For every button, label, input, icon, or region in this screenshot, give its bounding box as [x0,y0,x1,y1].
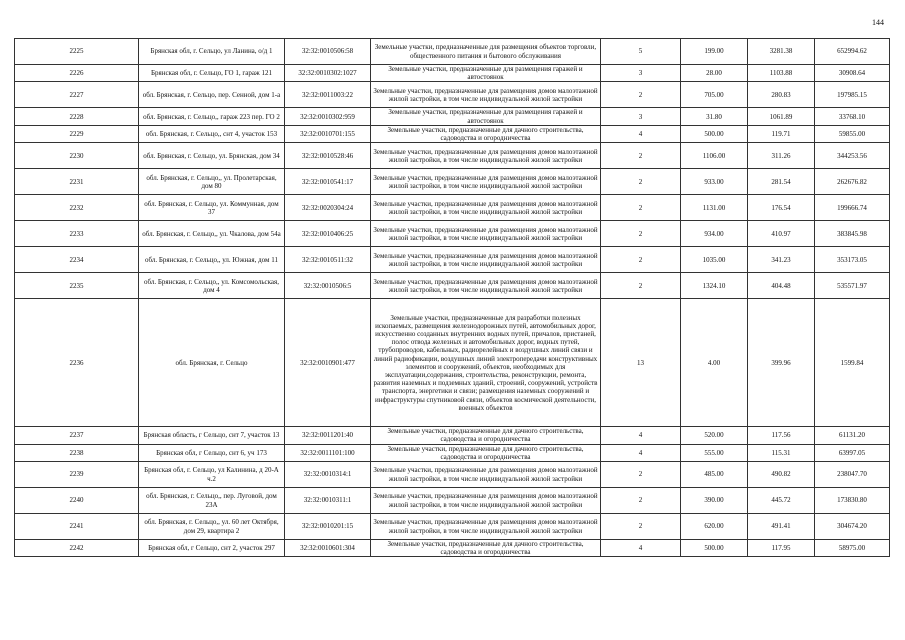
cadastral-number-cell: 32:32:0010901:477 [285,299,371,427]
specific-value-cell: 341.23 [748,247,815,273]
area-cell: 705.00 [681,82,748,108]
table-row [15,427,890,444]
table-row [15,39,890,65]
row-number-cell: 2225 [15,39,139,65]
land-use-cell: Земельные участки, предназначенные для размещения гаражей и автостоянок [371,65,601,82]
row-number-cell: 2242 [15,540,139,557]
cadastral-number-cell: 32:32:0010201:15 [285,514,371,540]
group-cell: 5 [601,39,681,65]
group-cell: 2 [601,143,681,169]
group-cell: 3 [601,65,681,82]
specific-value-cell: 117.56 [748,427,815,444]
table-row [15,65,890,82]
table-row [15,169,890,195]
group-cell: 2 [601,462,681,488]
area-cell: 485.00 [681,462,748,488]
area-cell: 1106.00 [681,143,748,169]
table-row [15,108,890,125]
table-row [15,125,890,142]
address-cell: обл. Брянская, г. Сельцо, ул. Коммунная, дом 37 [139,195,285,221]
group-cell: 2 [601,82,681,108]
row-number-cell: 2234 [15,247,139,273]
row-number-cell: 2231 [15,169,139,195]
area-cell: 1324.10 [681,273,748,299]
cadastral-value-cell: 353173.05 [815,247,890,273]
cadastral-value-cell: 238047.70 [815,462,890,488]
specific-value-cell: 117.95 [748,540,815,557]
group-cell: 4 [601,540,681,557]
group-cell: 2 [601,247,681,273]
address-cell: обл. Брянская, г. Сельцо,, гараж 223 пер. ГО 2 [139,108,285,125]
table-body [15,39,890,557]
address-cell: Брянская обл, г. Сельцо, ул Калинина, д 20-А ч.2 [139,462,285,488]
cadastral-number-cell: 32:32:0010406:25 [285,221,371,247]
specific-value-cell: 281.54 [748,169,815,195]
row-number-cell: 2235 [15,273,139,299]
address-cell: Брянская обл, г. Сельцо, ГО 1, гараж 121 [139,65,285,82]
row-number-cell: 2240 [15,488,139,514]
land-use-cell: Земельные участки, предназначенные для дачного строительства, садоводства и огородничества [371,444,601,461]
cadastral-number-cell: 32:32:0010601:304 [285,540,371,557]
row-number-cell: 2239 [15,462,139,488]
area-cell: 934.00 [681,221,748,247]
page-number: 144 [872,18,884,27]
cadastral-value-cell: 652994.62 [815,39,890,65]
land-use-cell: Земельные участки, предназначенные для дачного строительства, садоводства и огородничества [371,540,601,557]
area-cell: 555.00 [681,444,748,461]
row-number-cell: 2228 [15,108,139,125]
land-use-cell: Земельные участки, предназначенные для размещения гаражей и автостоянок [371,108,601,125]
cadastral-number-cell: 32:32:0010506:5 [285,273,371,299]
address-cell: Брянская обл, г Сельцо, снт 2, участок 297 [139,540,285,557]
row-number-cell: 2232 [15,195,139,221]
land-use-cell: Земельные участки, предназначенные для размещения домов малоэтажной жилой застройки, в том числе индивидуальной жилой застройки [371,143,601,169]
address-cell: обл. Брянская, г. Сельцо, ул. Брянская, дом 34 [139,143,285,169]
address-cell: обл. Брянская, г. Сельцо,, ул. Южная, дом 11 [139,247,285,273]
area-cell: 620.00 [681,514,748,540]
cadastral-value-cell: 304674.20 [815,514,890,540]
cadastral-value-cell: 1599.84 [815,299,890,427]
table-row [15,514,890,540]
cadastral-number-cell: 32:32:0011003:22 [285,82,371,108]
cadastral-value-cell: 197985.15 [815,82,890,108]
area-cell: 390.00 [681,488,748,514]
table-row [15,273,890,299]
table-row [15,488,890,514]
cadastral-value-cell: 30908.64 [815,65,890,82]
land-use-cell: Земельные участки, предназначенные для размещения домов малоэтажной жилой застройки, в том числе индивидуальной жилой застройки [371,514,601,540]
area-cell: 4.00 [681,299,748,427]
area-cell: 520.00 [681,427,748,444]
cadastral-value-cell: 63997.05 [815,444,890,461]
cadastral-value-cell: 59855.00 [815,125,890,142]
group-cell: 4 [601,125,681,142]
cadastral-number-cell: 32:32:0011201:40 [285,427,371,444]
address-cell: обл. Брянская, г. Сельцо,, ул. Пролетарская, дом 80 [139,169,285,195]
row-number-cell: 2230 [15,143,139,169]
cadastral-number-cell: 32:32:0010302:1027 [285,65,371,82]
table-row [15,299,890,427]
row-number-cell: 2226 [15,65,139,82]
group-cell: 4 [601,444,681,461]
cadastral-value-cell: 58975.00 [815,540,890,557]
address-cell: обл. Брянская, г. Сельцо,, ул. 60 лет Октября, дом 29, квартира 2 [139,514,285,540]
specific-value-cell: 119.71 [748,125,815,142]
cadastral-number-cell: 32:32:0010528:46 [285,143,371,169]
row-number-cell: 2241 [15,514,139,540]
specific-value-cell: 176.54 [748,195,815,221]
group-cell: 13 [601,299,681,427]
area-cell: 199.00 [681,39,748,65]
land-use-cell: Земельные участки, предназначенные для размещения домов малоэтажной жилой застройки, в том числе индивидуальной жилой застройки [371,82,601,108]
area-cell: 933.00 [681,169,748,195]
address-cell: обл. Брянская, г. Сельцо, пер. Сенной, дом 1-а [139,82,285,108]
specific-value-cell: 311.26 [748,143,815,169]
group-cell: 2 [601,169,681,195]
row-number-cell: 2229 [15,125,139,142]
area-cell: 1131.00 [681,195,748,221]
land-use-cell: Земельные участки, предназначенные для размещения домов малоэтажной жилой застройки, в том числе индивидуальной жилой застройки [371,273,601,299]
cadastral-number-cell: 32:32:0010701:155 [285,125,371,142]
land-use-cell: Земельные участки, предназначенные для размещения домов малоэтажной жилой застройки, в том числе индивидуальной жилой застройки [371,195,601,221]
row-number-cell: 2238 [15,444,139,461]
address-cell: обл. Брянская, г. Сельцо,, ул. Чкалова, дом 54а [139,221,285,247]
area-cell: 1035.00 [681,247,748,273]
table-row [15,143,890,169]
cadastral-value-cell: 262676.82 [815,169,890,195]
specific-value-cell: 404.48 [748,273,815,299]
cadastral-number-cell: 32:32:0010541:17 [285,169,371,195]
area-cell: 500.00 [681,125,748,142]
specific-value-cell: 1061.89 [748,108,815,125]
cadastral-number-cell: 32:32:0011101:100 [285,444,371,461]
specific-value-cell: 491.41 [748,514,815,540]
land-use-cell: Земельные участки, предназначенные для размещения домов малоэтажной жилой застройки, в том числе индивидуальной жилой застройки [371,221,601,247]
specific-value-cell: 115.31 [748,444,815,461]
address-cell: Брянская обл, г. Сельцо, ул Ланина, о/д 1 [139,39,285,65]
address-cell: Брянская обл, г Сельцо, снт 6, уч 173 [139,444,285,461]
group-cell: 2 [601,514,681,540]
group-cell: 2 [601,195,681,221]
cadastral-value-cell: 173830.80 [815,488,890,514]
land-use-cell: Земельные участки, предназначенные для размещения домов малоэтажной жилой застройки, в том числе индивидуальной жилой застройки [371,169,601,195]
group-cell: 4 [601,427,681,444]
group-cell: 2 [601,488,681,514]
cadastral-value-cell: 383845.98 [815,221,890,247]
address-cell: обл. Брянская, г. Сельцо [139,299,285,427]
cadastral-number-cell: 32:32:0010302:959 [285,108,371,125]
specific-value-cell: 490.82 [748,462,815,488]
area-cell: 28.00 [681,65,748,82]
table-row [15,540,890,557]
group-cell: 3 [601,108,681,125]
cadastral-number-cell: 32:32:0020304:24 [285,195,371,221]
cadastral-value-cell: 535571.97 [815,273,890,299]
address-cell: обл. Брянская, г. Сельцо,, пер. Луговой, дом 23А [139,488,285,514]
table-row [15,82,890,108]
cadastral-value-cell: 33768.10 [815,108,890,125]
row-number-cell: 2227 [15,82,139,108]
land-use-cell: Земельные участки, предназначенные для дачного строительства, садоводства и огородничества [371,125,601,142]
specific-value-cell: 280.83 [748,82,815,108]
table-row [15,195,890,221]
land-use-cell: Земельные участки, предназначенные для разработки полезных ископаемых, размещения железнодорожных путей, автомобильных дорог, искусственно созданных внутренних водных путей, причалов, пристаней, полос отвода железных и автомобильных дорог, водных путей, трубопроводов, кабельных, радиорелейных и воздушных линий связи и линий радиофикации, воздушных линий электропередачи конструктивных элементов и сооружений, объектов, необходимых для эксплуатации,содержания, строительства, реконструкции, ремонта, развития наземных и подземных зданий, строений, сооружений, устройств транспорта, энергетики и связи; размещения наземных сооружений и инфраструктуры спутниковой связи, объектов космической деятельности, военных объектов [371,299,601,427]
group-cell: 2 [601,273,681,299]
land-use-cell: Земельные участки, предназначенные для размещения домов малоэтажной жилой застройки, в том числе индивидуальной жилой застройки [371,247,601,273]
address-cell: обл. Брянская, г. Сельцо,, ул. Комсомольская, дом 4 [139,273,285,299]
specific-value-cell: 445.72 [748,488,815,514]
land-use-cell: Земельные участки, предназначенные для размещения домов малоэтажной жилой застройки, в том числе индивидуальной жилой застройки [371,462,601,488]
cadastral-number-cell: 32:32:0010511:32 [285,247,371,273]
cadastral-value-cell: 344253.56 [815,143,890,169]
row-number-cell: 2236 [15,299,139,427]
row-number-cell: 2237 [15,427,139,444]
cadastral-number-cell: 32:32:0010506:58 [285,39,371,65]
land-use-cell: Земельные участки, предназначенные для размещения домов малоэтажной жилой застройки, в том числе индивидуальной жилой застройки [371,488,601,514]
cadastral-value-cell: 61131.20 [815,427,890,444]
cadastral-number-cell: 32:32:0010311:1 [285,488,371,514]
specific-value-cell: 410.97 [748,221,815,247]
row-number-cell: 2233 [15,221,139,247]
cadastral-value-cell: 199666.74 [815,195,890,221]
specific-value-cell: 1103.88 [748,65,815,82]
table-row [15,444,890,461]
specific-value-cell: 3281.38 [748,39,815,65]
specific-value-cell: 399.96 [748,299,815,427]
land-use-cell: Земельные участки, предназначенные для дачного строительства, садоводства и огородничества [371,427,601,444]
address-cell: Брянская область, г Сельцо, снт 7, участок 13 [139,427,285,444]
address-cell: обл. Брянская, г. Сельцо,, снт 4, участок 153 [139,125,285,142]
area-cell: 31.80 [681,108,748,125]
group-cell: 2 [601,221,681,247]
cadastral-number-cell: 32:32:0010314:1 [285,462,371,488]
table-row [15,462,890,488]
table-row [15,221,890,247]
table-row [15,247,890,273]
area-cell: 500.00 [681,540,748,557]
cadastral-value-table [14,38,890,557]
land-use-cell: Земельные участки, предназначенные для размещения объектов торговли, общественного питания и бытового обслуживания [371,39,601,65]
